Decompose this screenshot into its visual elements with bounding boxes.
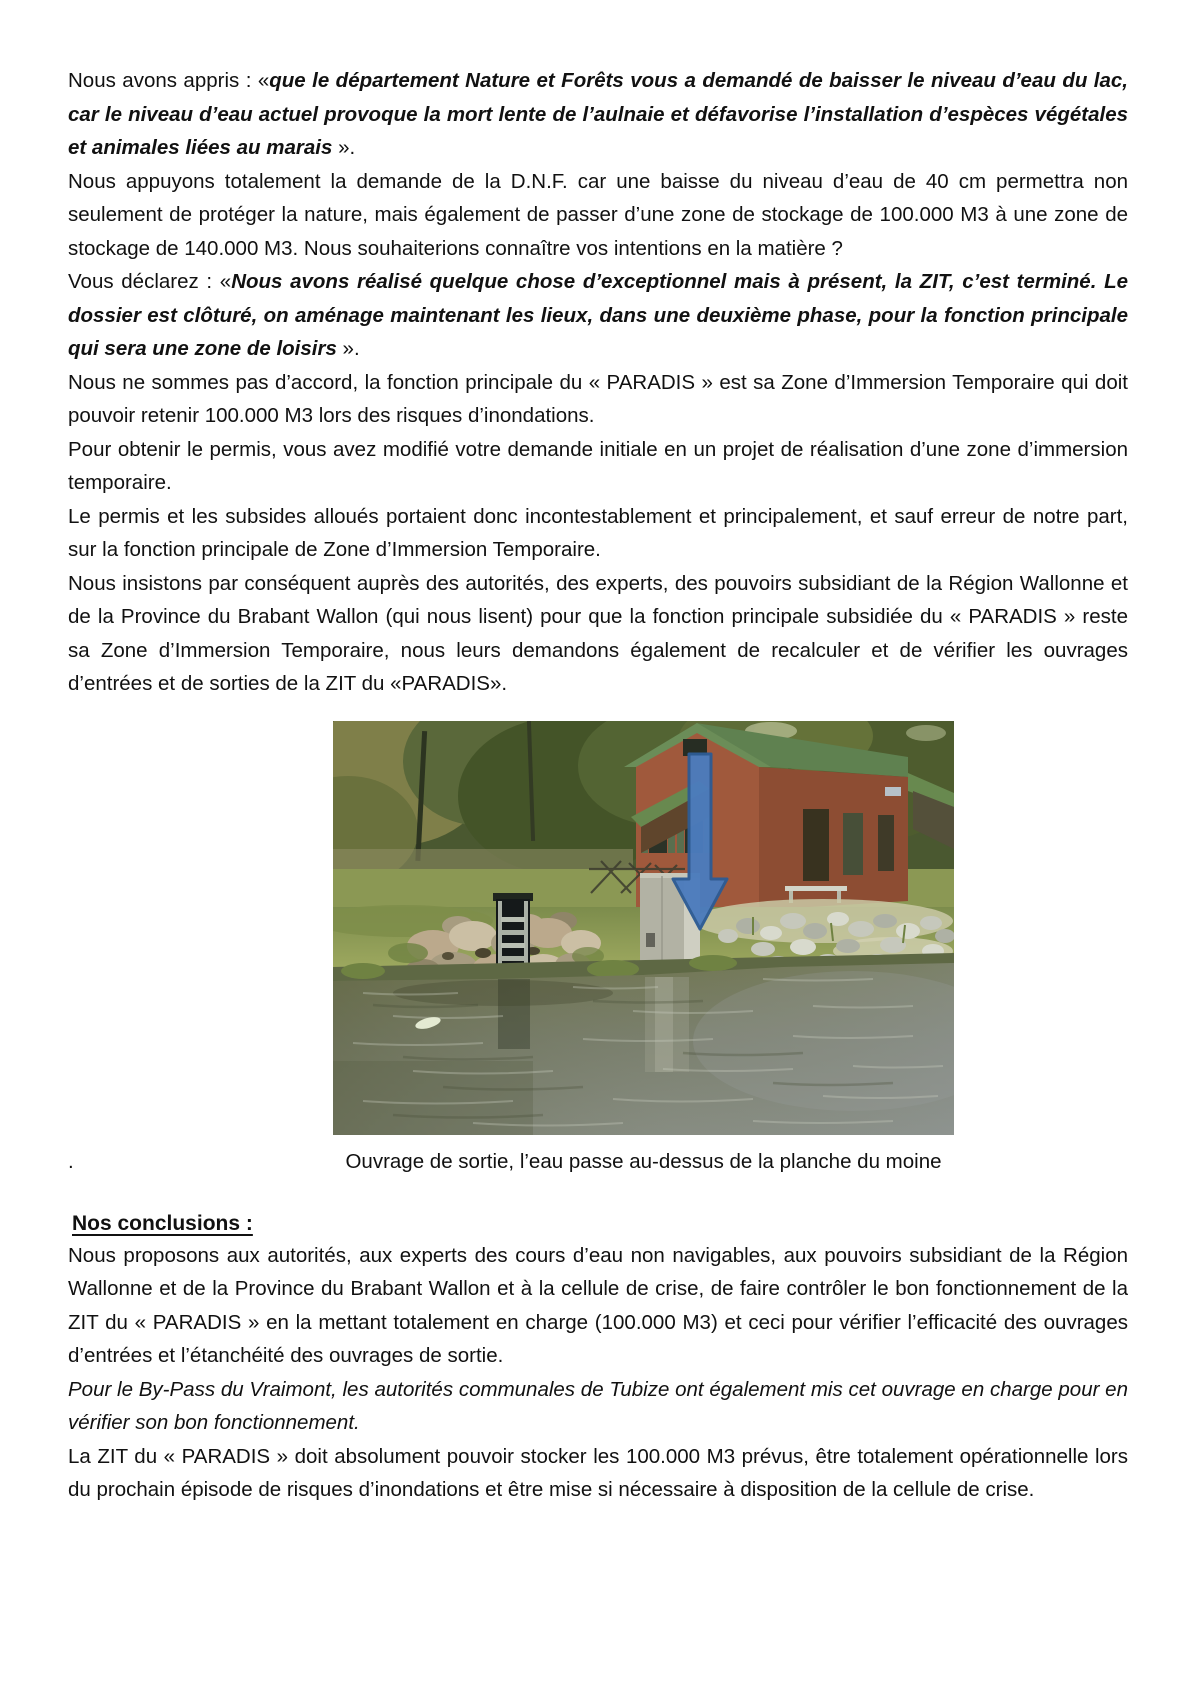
paragraph-pas-daccord: Nous ne sommes pas d’accord, la fonction principale du « PARADIS » est sa Zone d’Immersion Temporaire qui doit pouvoir retenir 100.000 M3 lors des risques d’inondations. [68,370,1128,427]
wall-sign [885,787,901,796]
photo-caption-row [68,1145,1128,1179]
paragraph-permis: Pour obtenir le permis, vous avez modifié votre demande initiale en un projet de réalisation d’une zone d’immersion temporaire. [68,437,1128,494]
paragraph-zit-stockage: La ZIT du « PARADIS » doit absolument pouvoir stocker les 100.000 M3 prévus, être totalement opérationnelle lors du prochain épisode de risques d’inondations et être mise si nécessaire à disposition de la cellule de crise. [68,1444,1128,1501]
paragraph-declarez [68,265,1128,366]
photo-caption: Ouvrage de sortie, l’eau passe au-dessus de la planche du moine [345,1149,942,1173]
outlet-structure-photo [333,721,954,1135]
para3-suffix: ». [336,337,360,360]
doorway [803,809,829,881]
caption-leading-dot: . [68,1149,74,1173]
photo-scene [333,721,954,1135]
water [333,963,954,1135]
paragraph-appris [68,64,1128,165]
pillar-plaque [646,933,655,947]
para1-suffix: ». [332,136,356,159]
para3-quote: Nous avons réalisé quelque chose d’exceptionnel mais à présent, la ZIT, c’est terminé. Le dossier est clôturé, on aménage maintenant les lieux, dans une deuxième phase, pour la fonction principale qui sera une zone de loisirs [68,270,1128,360]
para1-prefix: Nous avons appris : « [68,69,270,92]
paragraph-insistons: Nous insistons par conséquent auprès des autorités, des experts, des pouvoirs subsidiant de la Région Wallonne et de la Province du Brabant Wallon (qui nous lisent) pour que la fonction principale subsidiée du « PARADIS » reste sa Zone d’Immersion Temporaire, nous leurs demandons également de recalculer et de vérifier les ouvrages d’entrées et de sorties de la ZIT du «PARADIS». [68,571,1128,695]
para1-quote: que le département Nature et Forêts vous a demandé de baisser le niveau d’eau du lac, car le niveau d’eau actuel provoque la mort lente de l’aulnaie et défavorise l’installation d’espèces végétales et animales liées au marais [68,69,1128,159]
paragraph-appuyons: Nous appuyons totalement la demande de la D.N.F. car une baisse du niveau d’eau de 40 cm permettra non seulement de protéger la nature, mais également de passer d’une zone de stockage de 100.000 M3 à une zone de stockage de 140.000 M3. Nous souhaiterions connaître vos intentions en la matière ? [68,169,1128,260]
conclusions-heading: Nos conclusions : [72,1211,253,1235]
paragraph-bypass-vraimont: Pour le By-Pass du Vraimont, les autorités communales de Tubize ont également mis cet ouvrage en charge pour en vérifier son bon fonctionnement. [68,1377,1128,1434]
paragraph-subsides: Le permis et les subsides alloués portaient donc incontestablement et principalement, et sauf erreur de notre part, sur la fonction principale de Zone d’Immersion Temporaire. [68,504,1128,561]
paragraph-proposons: Nous proposons aux autorités, aux experts des cours d’eau non navigables, aux pouvoirs subsidiant de la Région Wallonne et de la Province du Brabant Wallon et à la cellule de crise, de faire contrôler le bon fonctionnement de la ZIT du « PARADIS » en la mettant totalement en charge (100.000 M3) et ceci pour vérifier l’efficacité des ouvrages d’entrées et l’étanchéité des ouvrages de sortie. [68,1243,1128,1367]
para3-prefix: Vous déclarez : « [68,270,232,293]
